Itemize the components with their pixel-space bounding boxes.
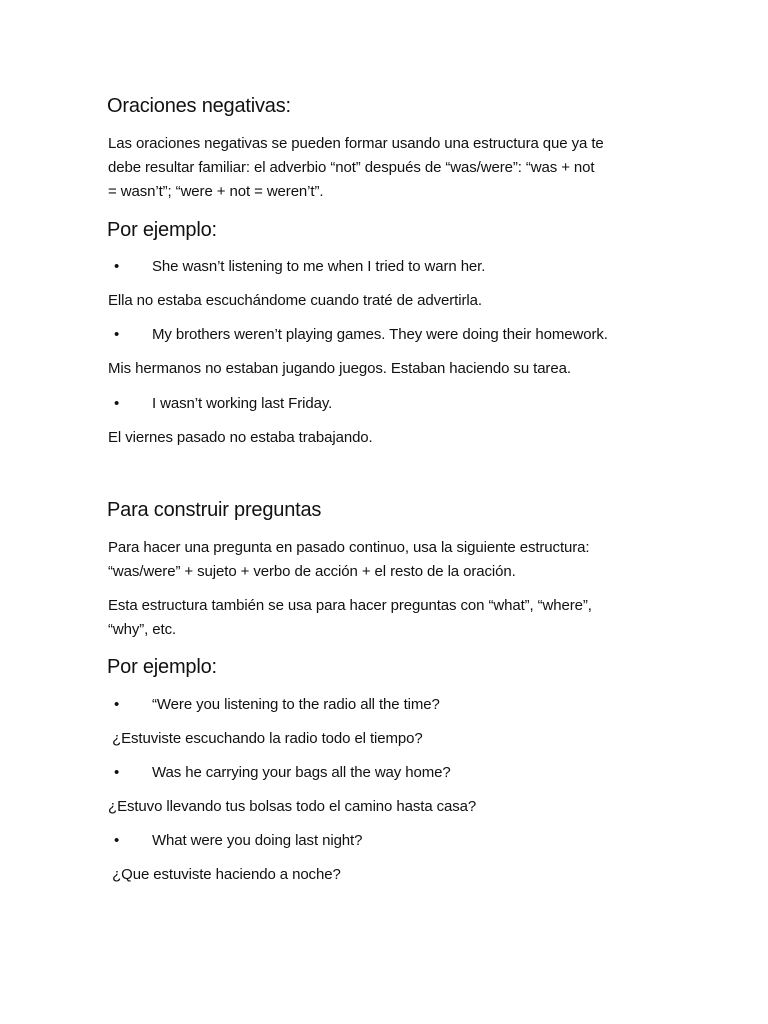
bullet-marker: • xyxy=(114,764,120,781)
neg-example-1-en: She wasn’t listening to me when I tried to warn her. xyxy=(152,258,486,275)
neg-example-2-es: Mis hermanos no estaban jugando juegos. Estaban haciendo su tarea. xyxy=(108,360,571,377)
preguntas-para1-line-2: “was/were” + sujeto + verbo de acción + el resto de la oración. xyxy=(108,563,516,580)
neg-example-1-es: Ella no estaba escuchándome cuando traté de advertirla. xyxy=(108,292,482,309)
neg-example-2-en: My brothers weren’t playing games. They were doing their homework. xyxy=(152,326,608,343)
preguntas-para2-line-1: Esta estructura también se usa para hacer preguntas con “what”, “where”, xyxy=(108,597,592,614)
neg-example-3-en: I wasn’t working last Friday. xyxy=(152,395,333,412)
heading-por-ejemplo-1: Por ejemplo: xyxy=(107,219,217,241)
bullet-marker: • xyxy=(114,832,120,849)
q-example-1-es: ¿Estuviste escuchando la radio todo el tiempo? xyxy=(108,730,423,747)
bullet-marker: • xyxy=(114,258,120,275)
q-example-1-en: “Were you listening to the radio all the time? xyxy=(152,696,440,713)
q-example-3-es: ¿Que estuviste haciendo a noche? xyxy=(108,866,341,883)
q-example-3-en: What were you doing last night? xyxy=(152,832,363,849)
bullet-marker: • xyxy=(114,326,120,343)
heading-para-construir-preguntas: Para construir preguntas xyxy=(107,499,322,521)
intro-line-1: Las oraciones negativas se pueden formar usando una estructura que ya te xyxy=(108,135,604,152)
heading-oraciones-negativas: Oraciones negativas: xyxy=(107,95,291,117)
preguntas-para1-line-1: Para hacer una pregunta en pasado continuo, usa la siguiente estructura: xyxy=(108,539,590,556)
preguntas-para2-line-2: “why”, etc. xyxy=(108,621,177,638)
bullet-marker: • xyxy=(114,395,120,412)
bullet-marker: • xyxy=(114,696,120,713)
q-example-2-en: Was he carrying your bags all the way home? xyxy=(152,764,451,781)
neg-example-3-es: El viernes pasado no estaba trabajando. xyxy=(108,429,373,446)
intro-line-2: debe resultar familiar: el adverbio “not” después de “was/were”: “was + not xyxy=(108,159,595,176)
intro-line-3: = wasn’t”; “were + not = weren’t”. xyxy=(108,183,324,200)
heading-por-ejemplo-2: Por ejemplo: xyxy=(107,656,217,678)
q-example-2-es: ¿Estuvo llevando tus bolsas todo el camino hasta casa? xyxy=(108,798,477,815)
